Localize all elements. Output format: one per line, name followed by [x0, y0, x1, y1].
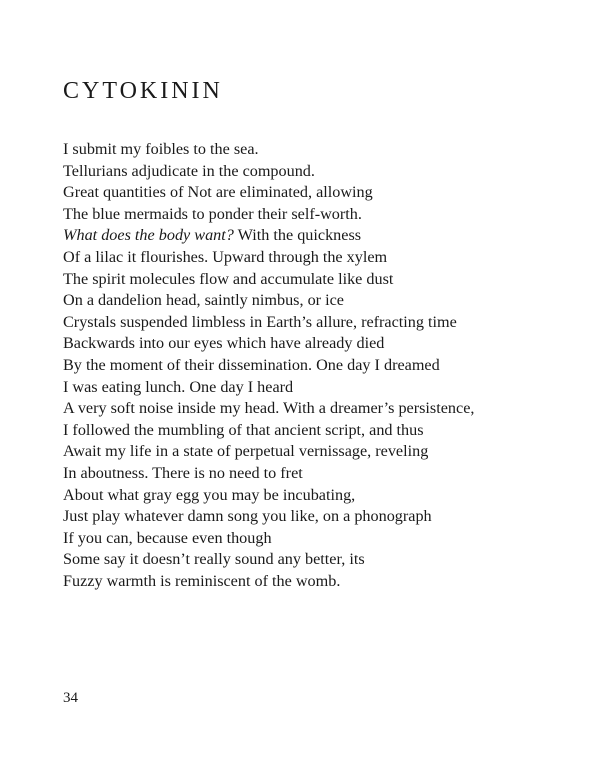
poem-line: A very soft noise inside my head. With a dreamer’s persistence, — [63, 399, 475, 418]
page-number: 34 — [63, 690, 78, 706]
poem-title: CYTOKININ — [63, 78, 223, 104]
poem-line: Of a lilac it flourishes. Upward through the xylem — [63, 247, 388, 266]
poem-line: Just play whatever damn song you like, on a phonograph — [63, 507, 432, 526]
poem-line: Backwards into our eyes which have already died — [63, 334, 385, 353]
poem-line: About what gray egg you may be incubating, — [63, 485, 356, 504]
poem-line: Great quantities of Not are eliminated, allowing — [63, 183, 373, 202]
poem-body — [63, 139, 583, 592]
poem-line: If you can, because even though — [63, 528, 272, 547]
poem-line: Fuzzy warmth is reminiscent of the womb. — [63, 571, 341, 590]
poem-line: Crystals suspended limbless in Earth’s allure, refracting time — [63, 312, 457, 331]
poem-line: I submit my foibles to the sea. — [63, 140, 259, 158]
poem-line: I was eating lunch. One day I heard — [63, 377, 294, 396]
poem-line-rest: With the quickness — [233, 226, 362, 245]
poem-line — [63, 225, 583, 247]
poem-line: The spirit molecules flow and accumulate like dust — [63, 269, 394, 288]
poem-line: In aboutness. There is no need to fret — [63, 463, 303, 482]
poem-line: I followed the mumbling of that ancient script, and thus — [63, 420, 424, 439]
poem-line: Some say it doesn’t really sound any better, its — [63, 550, 365, 569]
poem-line: Await my life in a state of perpetual vernissage, reveling — [63, 442, 429, 461]
poem-line-italic: What does the body want? — [63, 226, 234, 245]
poem-line: The blue mermaids to ponder their self-worth. — [63, 204, 362, 223]
poem-line: On a dandelion head, saintly nimbus, or ice — [63, 291, 344, 310]
poem-line: Tellurians adjudicate in the compound. — [63, 161, 315, 180]
poem-line: By the moment of their dissemination. One day I dreamed — [63, 355, 440, 374]
